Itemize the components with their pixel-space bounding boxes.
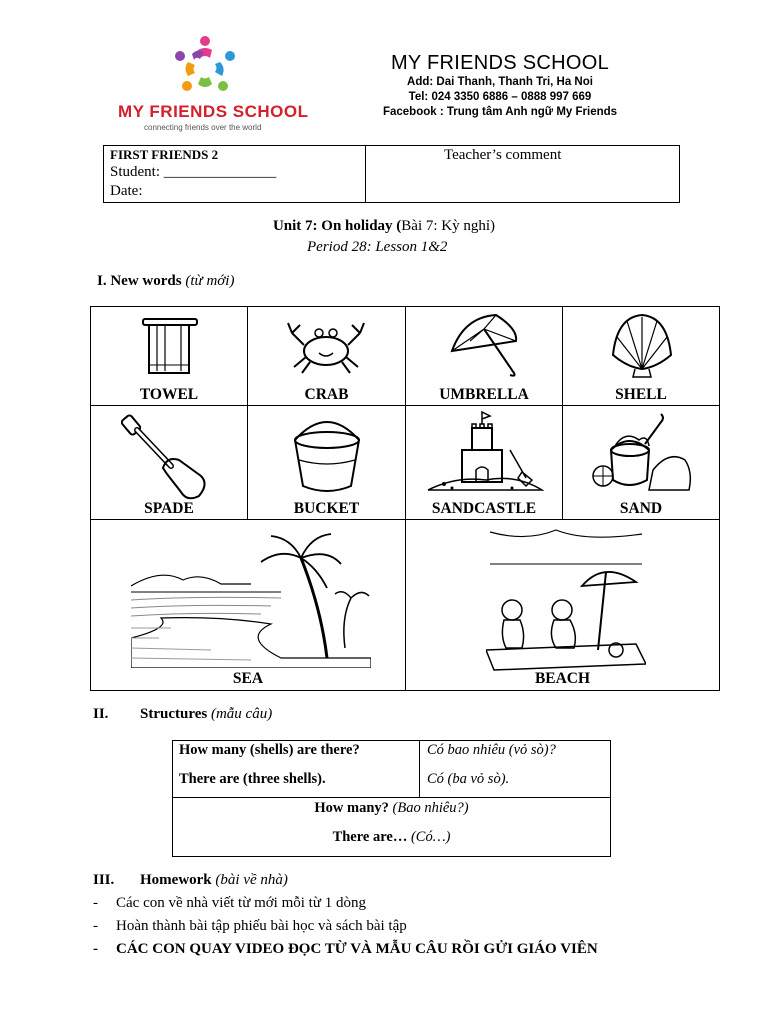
word-crab: CRAB [304, 386, 349, 403]
section-new-words [97, 273, 234, 290]
course-name: FIRST FRIENDS 2 [110, 147, 219, 162]
crab-icon [286, 313, 366, 379]
vocab-cell-towel [90, 306, 248, 406]
word-bucket: BUCKET [293, 500, 360, 517]
period-title: Period 28: Lesson 1&2 [307, 239, 448, 255]
homework-item: - CÁC CON QUAY VIDEO ĐỌC TỪ VÀ MẪU CÂU RỒI GỬI GIÁO VIÊN [93, 941, 598, 957]
vocabulary-table [90, 306, 720, 691]
answer-vi: Có (ba vỏ sò). [427, 771, 510, 787]
homework-item-2: Hoàn thành bài tập phiếu bài học và sách bài tập [116, 918, 407, 934]
section-homework-note: (bài về nhà) [215, 872, 288, 888]
umbrella-icon [444, 311, 524, 381]
logo-tagline: connecting friends over the world [144, 123, 262, 132]
structures-divider-h [173, 797, 610, 798]
word-umbrella: UMBRELLA [439, 386, 529, 403]
date-field: Date: [110, 183, 143, 199]
homework-item-3: CÁC CON QUAY VIDEO ĐỌC TỪ VÀ MẪU CÂU RỒI GỬI GIÁO VIÊN [116, 941, 598, 957]
structures-divider-v [419, 741, 420, 797]
homework-item: - Hoàn thành bài tập phiếu bài học và sách bài tập [93, 918, 407, 934]
question-en: How many (shells) are there? [179, 742, 360, 758]
info-divider [365, 146, 366, 202]
beach-icon [486, 524, 646, 672]
logo-brand-text: MY FRIENDS SCHOOL [118, 102, 309, 121]
towel-icon [135, 313, 205, 383]
vocab-cell-umbrella [405, 306, 563, 406]
section-homework-num [93, 872, 114, 889]
school-facebook: Facebook : Trung tâm Anh ngữ My Friends [382, 106, 618, 118]
teacher-comment-label: Teacher’s comment [444, 147, 562, 163]
spade-icon [121, 412, 211, 502]
word-shell: SHELL [615, 386, 667, 403]
school-phone: Tel: 024 3350 6886 – 0888 997 669 [408, 91, 592, 103]
vocab-cell-spade [90, 405, 248, 520]
answer-en: There are (three shells). [179, 771, 326, 787]
section-structures-number: II. [93, 706, 109, 722]
section-new-words-label: I. New words [97, 273, 182, 289]
question-vi: Có bao nhiêu (vỏ sò)? [427, 742, 556, 758]
section-structures [140, 706, 272, 723]
word-sea: SEA [232, 670, 264, 687]
vocab-cell-sand [562, 405, 720, 520]
how-many-vi: (Bao nhiêu?) [392, 800, 469, 816]
section-structures-label: Structures [140, 706, 208, 722]
logo-people-icon [170, 34, 240, 100]
there-are-en: There are… [332, 829, 408, 845]
student-info-box [103, 145, 680, 203]
how-many-row [173, 800, 610, 817]
bucket-icon [289, 412, 365, 498]
word-towel: TOWEL [139, 386, 199, 403]
sand-icon [589, 410, 697, 498]
school-address: Add: Dai Thanh, Thanh Tri, Ha Noi [407, 76, 593, 88]
section-homework-number: III. [93, 872, 115, 888]
school-name: MY FRIENDS SCHOOL [390, 52, 610, 74]
unit-title-bold: Unit 7: On holiday ( [272, 218, 402, 234]
word-spade: SPADE [144, 500, 194, 517]
word-beach: BEACH [534, 670, 591, 687]
word-sand: SAND [619, 500, 663, 517]
vocab-cell-crab [247, 306, 406, 406]
school-header [370, 52, 630, 120]
homework-item-1: Các con về nhà viết từ mới mỗi từ 1 dòng [116, 895, 366, 911]
section-new-words-note: (từ mới) [185, 273, 235, 289]
section-structures-num [93, 706, 108, 723]
unit-title [0, 218, 768, 235]
how-many-en: How many? [314, 800, 389, 816]
student-field: Student: _______________ [110, 164, 277, 180]
sandcastle-icon [426, 410, 544, 498]
vocab-cell-sea [90, 519, 406, 691]
vocab-cell-shell [562, 306, 720, 406]
shell-icon [607, 311, 677, 381]
structures-table [172, 740, 611, 857]
homework-item: - Các con về nhà viết từ mới mỗi từ 1 dòng [93, 895, 366, 911]
word-sandcastle: SANDCASTLE [431, 500, 537, 517]
there-are-row [173, 829, 610, 846]
unit-title-vi: Bài 7: Kỳ nghỉ) [401, 218, 496, 234]
section-homework-label: Homework [140, 872, 212, 888]
there-are-vi: (Có…) [410, 829, 451, 845]
section-structures-note: (mẫu câu) [210, 706, 273, 722]
section-homework [140, 872, 288, 889]
vocab-cell-bucket [247, 405, 406, 520]
vocab-cell-sandcastle [405, 405, 563, 520]
school-logo [118, 34, 309, 134]
sea-icon [131, 528, 371, 668]
vocab-cell-beach [405, 519, 720, 691]
